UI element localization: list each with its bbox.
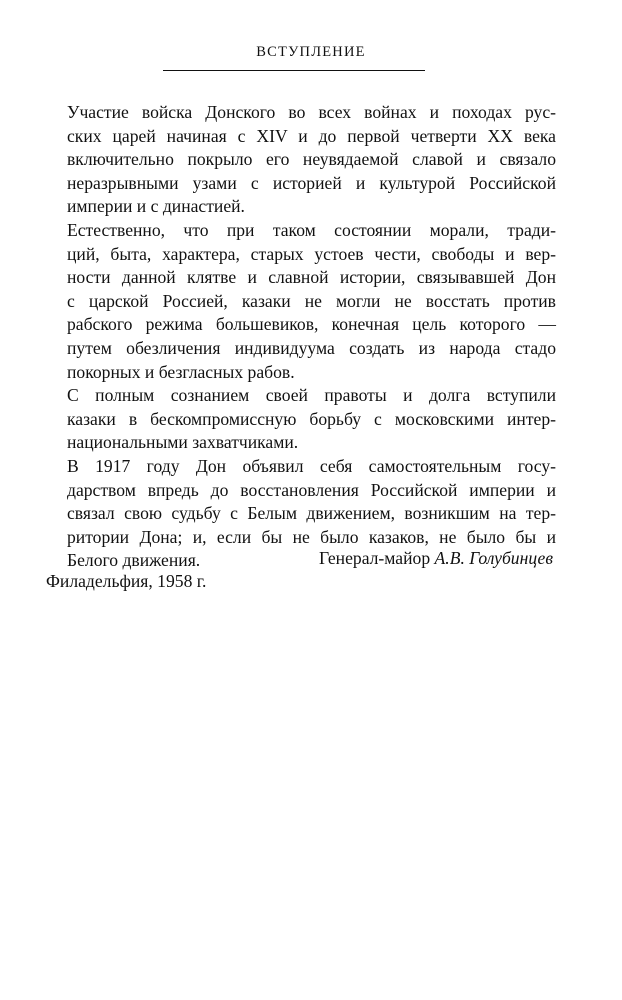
text-line: Участие войска Донского во всех войнах и походах рус- — [67, 102, 556, 122]
text-line: путем обезличения индивидуума создать из народа стадо — [67, 337, 556, 358]
signature-name: А.В. Голубинцев — [434, 548, 553, 568]
place-date: Филадельфия, 1958 г. — [46, 571, 207, 591]
text-line: Естественно, что при таком состоянии морали, тради- — [67, 219, 556, 240]
text-line: ских царей начиная с XIV и до первой четверти XX века — [67, 125, 556, 146]
text-line: В 1917 году Дон объявил себя самостоятельным госу- — [67, 455, 556, 476]
text-line: с царской Россией, казаки не могли не восстать против — [67, 290, 556, 311]
page-header: ВСТУПЛЕНИЕ — [256, 44, 366, 60]
signature-rank: Генерал-майор — [319, 548, 431, 568]
text-line: включительно покрыло его неувядаемой славой и связало — [67, 149, 556, 170]
text-line: неразрывными узами с историей и культурой Российской — [67, 172, 556, 193]
header-rule — [163, 70, 425, 71]
text-line: связал свою судьбу с Белым движением, возникшим на тер- — [67, 503, 556, 524]
paragraph-3 — [46, 384, 556, 455]
text-line: империи и с династией. — [67, 196, 245, 217]
text-line: рабского режима большевиков, конечная цель которого — — [67, 314, 556, 335]
text-line: казаки в бескомпромиссную борьбу с московскими интер- — [67, 408, 556, 429]
body-text — [46, 101, 556, 573]
text-line: дарством впредь до восстановления Российской империи и — [67, 479, 556, 500]
text-line: национальными захватчиками. — [67, 432, 299, 453]
paragraph-2 — [46, 219, 556, 384]
text-line: ности данной клятве и славной истории, связывавшей Дон — [67, 267, 556, 288]
text-line: ций, быта, характера, старых устоев чести, свободы и вер- — [67, 243, 556, 264]
text-line: Белого движения. — [67, 550, 201, 571]
paragraph-1 — [46, 101, 556, 219]
text-line: С полным сознанием своей правоты и долга вступили — [67, 385, 556, 406]
text-line: покорных и безгласных рабов. — [67, 361, 295, 382]
text-line: ритории Дона; и, если бы не было казаков, не было бы и — [67, 526, 556, 547]
signature — [319, 547, 553, 571]
